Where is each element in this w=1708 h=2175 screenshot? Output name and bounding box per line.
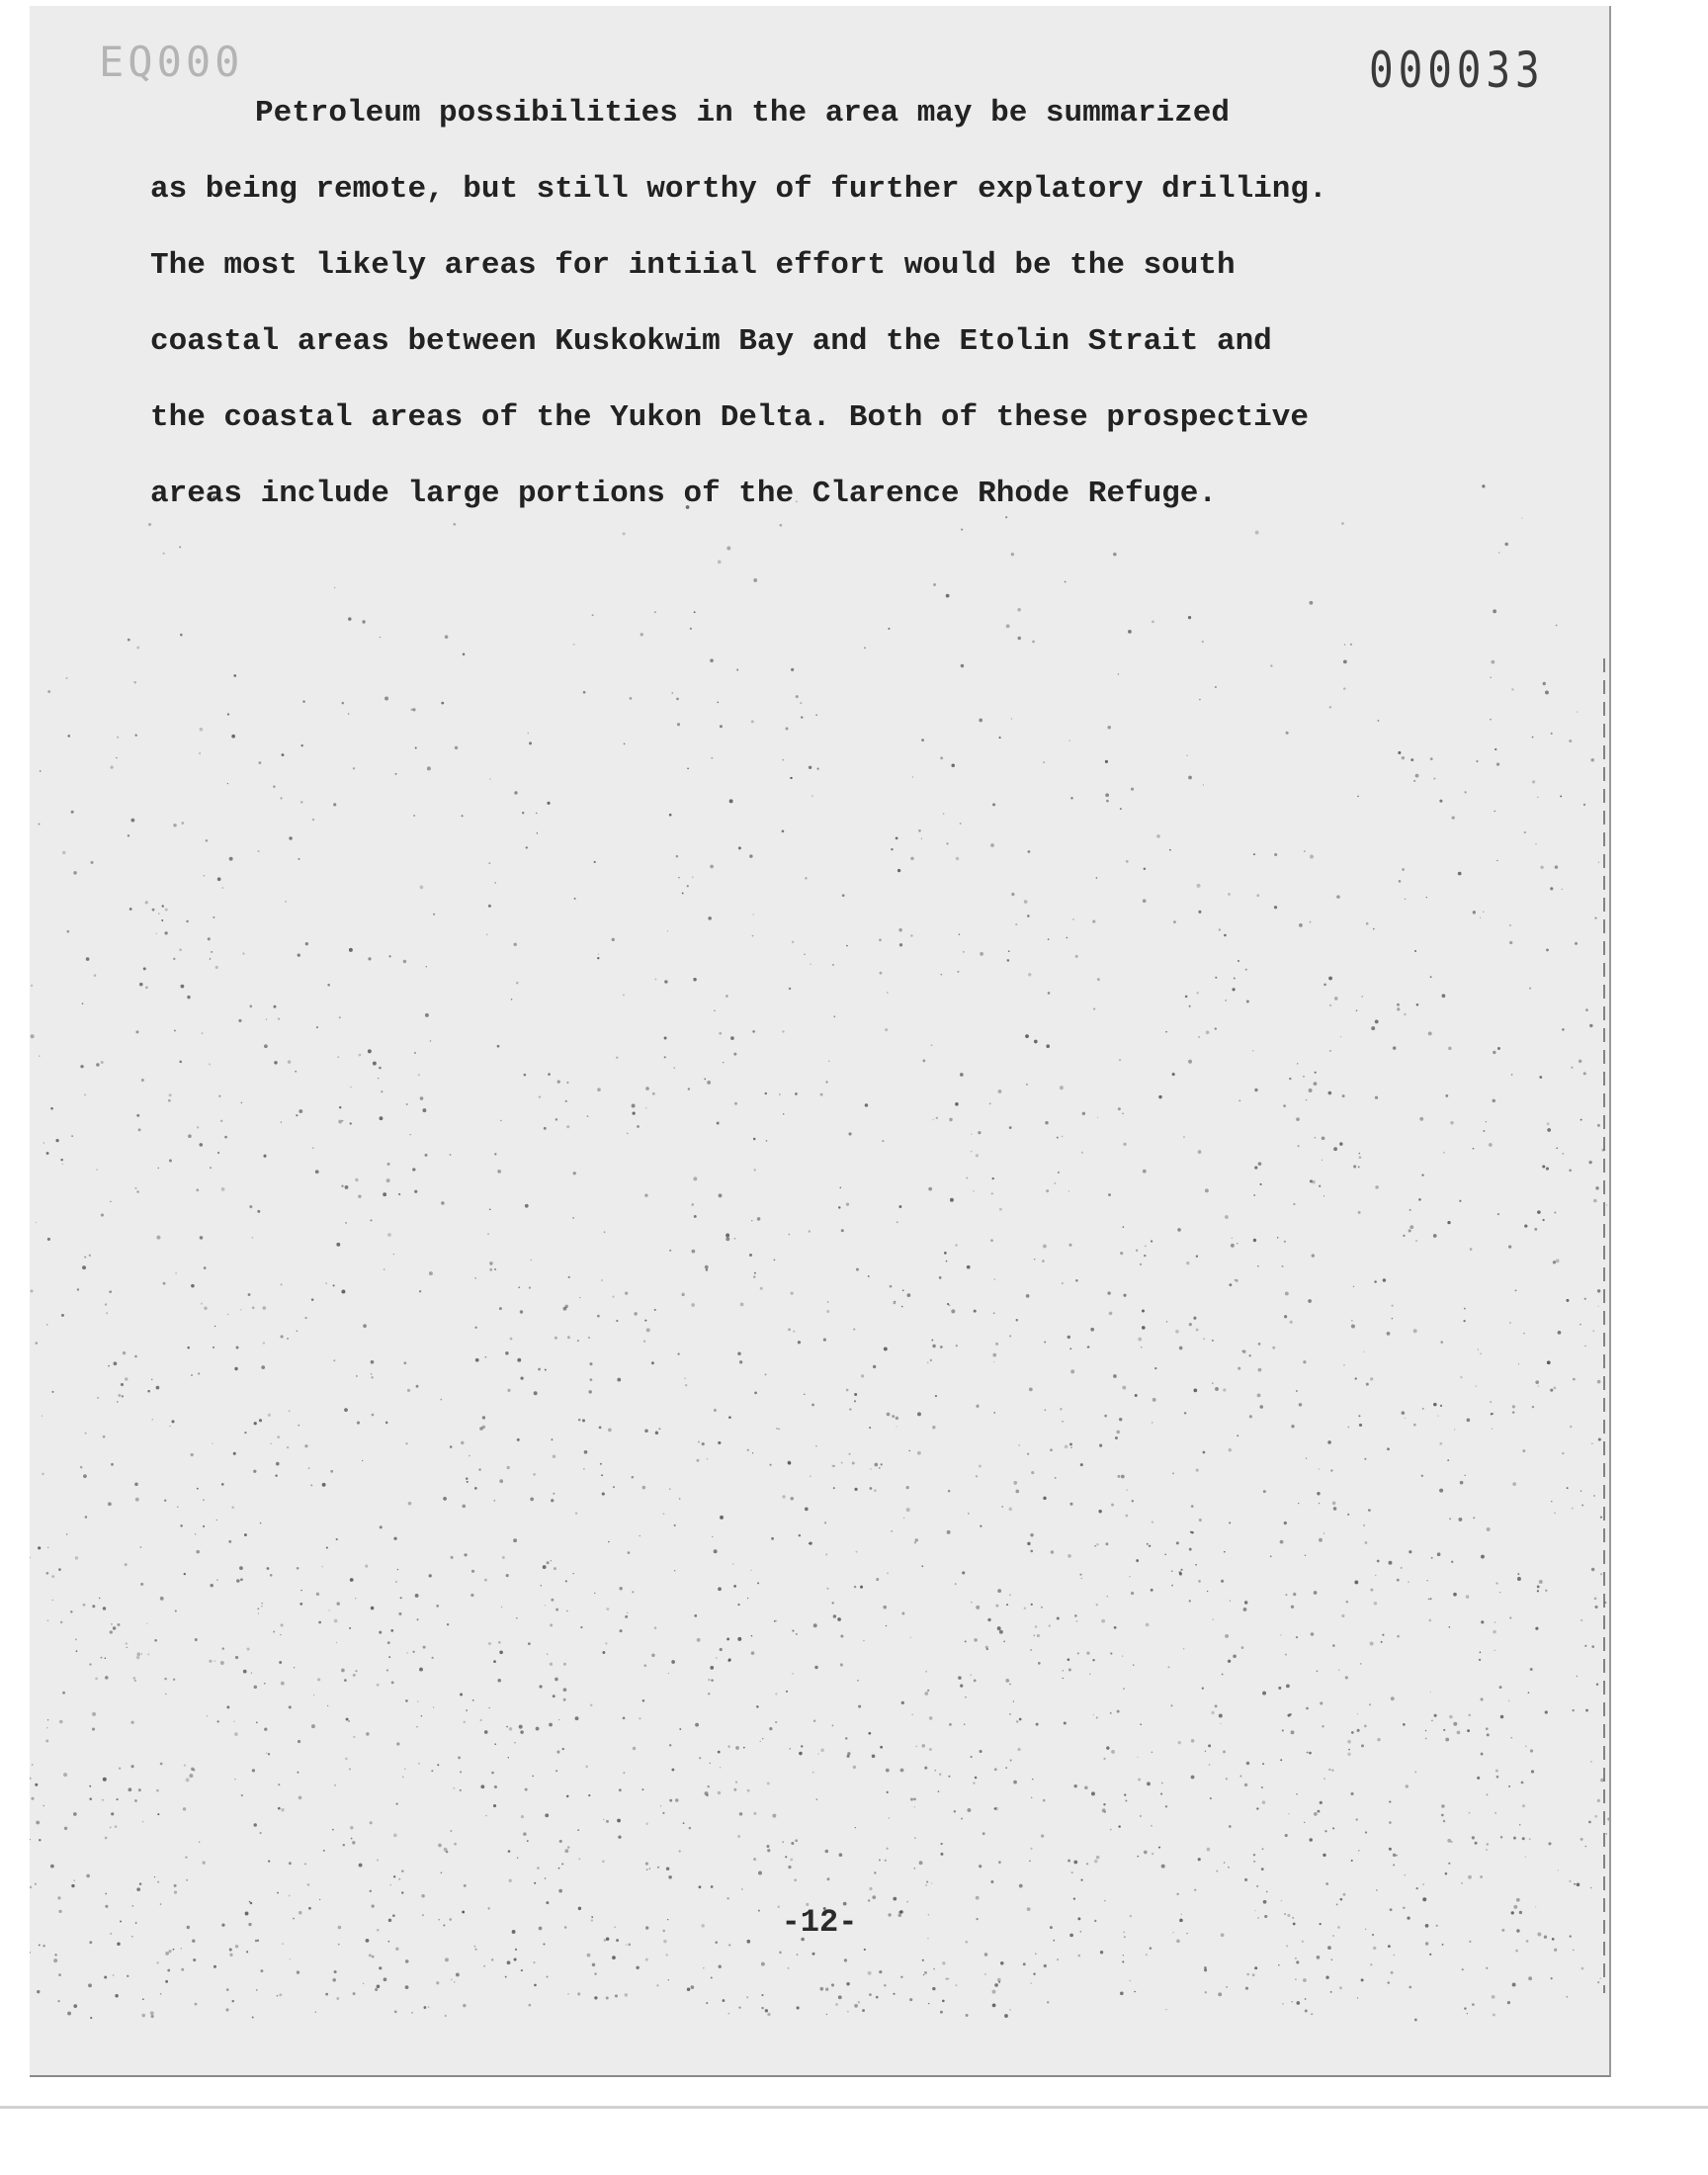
page-number: -12- [781,1904,858,1941]
paragraph-line: Petroleum possibilities in the area may be summarized [255,96,1230,130]
paragraph-line: as being remote, but still worthy of further explatory drilling. [150,172,1327,207]
scanner-edge [0,2106,1708,2109]
faded-stamp-number: EQ000 [99,38,244,86]
paragraph-line: areas include large portions of the Clarence Rhode Refuge. [150,477,1217,511]
margin-rule [1603,658,1605,1993]
paragraph-line: coastal areas between Kuskokwim Bay and the Etolin Strait and [150,324,1272,359]
paragraph-line: the coastal areas of the Yukon Delta. Both of these prospective [150,400,1309,435]
document-number: 000033 [1369,42,1545,99]
paragraph-line: The most likely areas for intiial effort would be the south [150,248,1236,283]
scanned-page [30,6,1611,2077]
body-paragraph [150,75,1574,532]
